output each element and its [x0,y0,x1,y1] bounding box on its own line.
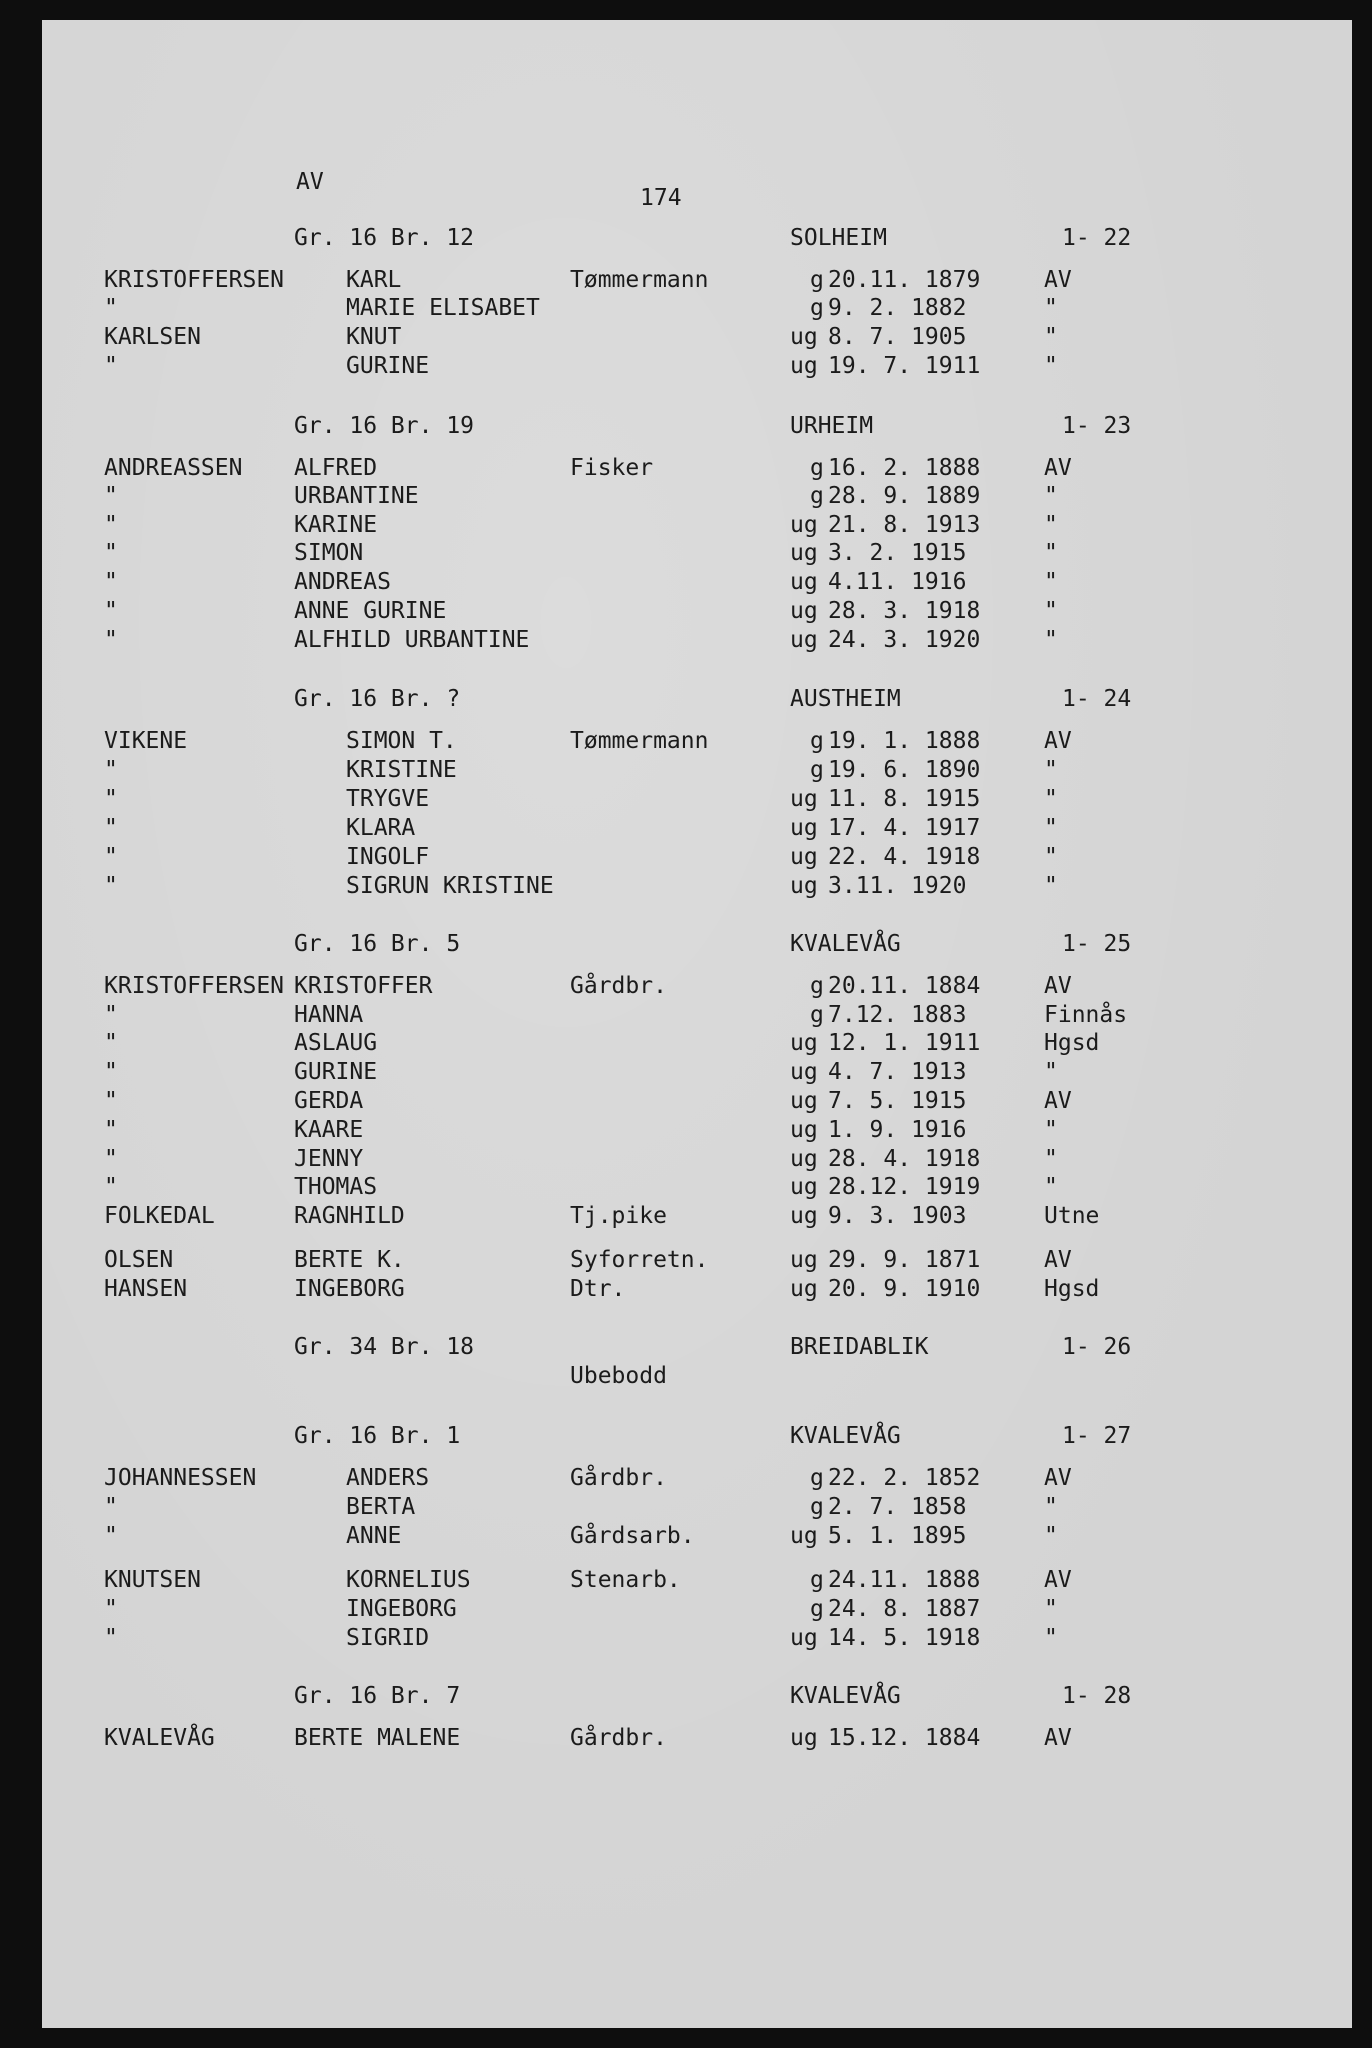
gr-br-label: Gr. 16 Br. ? [294,686,461,712]
person-occupation: Tømmermann [570,728,709,754]
person-birthplace: Utne [1044,1203,1100,1229]
person-birth-date: 7.12. 1883 [828,1002,967,1028]
farm-name: KVALEVÅG [790,1683,901,1709]
person-surname: KRISTOFFERSEN [104,267,285,293]
person-surname: " [104,1523,118,1549]
person-occupation: Gårdsarb. [570,1523,695,1549]
person-surname: " [104,353,118,379]
person-marital-status: ug [790,324,818,350]
person-birth-date: 22. 2. 1852 [828,1465,981,1491]
person-marital-status: ug [790,1059,818,1085]
person-birthplace: " [1044,1494,1058,1520]
person-marital-status: g [810,757,824,783]
person-birthplace: " [1044,844,1058,870]
person-marital-status: ug [790,786,818,812]
person-birthplace: " [1044,1146,1058,1172]
person-birth-date: 24. 8. 1887 [828,1596,981,1622]
person-given-name: KRISTINE [346,757,457,783]
person-given-name: INGEBORG [346,1596,457,1622]
household-note: Ubebodd [570,1363,667,1389]
gr-br-label: Gr. 16 Br. 12 [294,225,475,251]
person-surname: " [104,598,118,624]
person-occupation: Fisker [570,455,654,481]
person-given-name: KNUT [346,324,402,350]
person-birth-date: 19. 7. 1911 [828,353,981,379]
person-birthplace: " [1044,1117,1058,1143]
person-birthplace: AV [1044,1247,1072,1273]
person-birth-date: 1. 9. 1916 [828,1117,967,1143]
person-surname: " [104,1146,118,1172]
person-birthplace: " [1044,324,1058,350]
person-surname: " [104,540,118,566]
person-birth-date: 24. 3. 1920 [828,627,981,653]
farm-name: KVALEVÅG [790,1423,901,1449]
household-number: 1- 28 [1062,1683,1132,1709]
person-given-name: KRISTOFFER [294,973,433,999]
person-given-name: ANNE [346,1523,402,1549]
person-birthplace: " [1044,815,1058,841]
person-marital-status: g [810,267,824,293]
person-marital-status: ug [790,1203,818,1229]
person-surname: " [104,295,118,321]
person-birthplace: AV [1044,1567,1072,1593]
gr-br-label: Gr. 16 Br. 5 [294,931,461,957]
person-surname: " [104,844,118,870]
person-birthplace: AV [1044,728,1072,754]
person-birthplace: " [1044,873,1058,899]
person-given-name: URBANTINE [294,483,419,509]
farm-name: URHEIM [790,413,874,439]
person-given-name: ANDREAS [294,569,391,595]
person-surname: " [104,1059,118,1085]
person-given-name: HANNA [294,1002,364,1028]
person-birth-date: 16. 2. 1888 [828,455,981,481]
person-surname: " [104,757,118,783]
person-marital-status: g [810,1494,824,1520]
person-surname: " [104,1002,118,1028]
person-birthplace: AV [1044,1465,1072,1491]
person-given-name: TRYGVE [346,786,430,812]
person-birthplace: " [1044,627,1058,653]
gr-br-label: Gr. 34 Br. 18 [294,1334,475,1360]
household-number: 1- 25 [1062,931,1132,957]
person-marital-status: g [810,483,824,509]
gr-br-label: Gr. 16 Br. 7 [294,1683,461,1709]
person-marital-status: ug [790,569,818,595]
person-marital-status: ug [790,1174,818,1200]
person-marital-status: ug [790,627,818,653]
person-birth-date: 9. 3. 1903 [828,1203,967,1229]
person-marital-status: ug [790,1247,818,1273]
person-birthplace: AV [1044,455,1072,481]
person-given-name: ALFRED [294,455,378,481]
person-birth-date: 21. 8. 1913 [828,512,981,538]
person-birthplace: " [1044,1059,1058,1085]
person-occupation: Syforretn. [570,1247,709,1273]
person-birth-date: 24.11. 1888 [828,1567,981,1593]
person-occupation: Tj.pike [570,1203,667,1229]
person-surname: KNUTSEN [104,1567,201,1593]
person-birthplace: Hgsd [1044,1030,1100,1056]
person-birthplace: " [1044,540,1058,566]
person-given-name: KARINE [294,512,378,538]
person-marital-status: ug [790,1625,818,1651]
person-given-name: THOMAS [294,1174,378,1200]
person-occupation: Dtr. [570,1276,626,1302]
farm-name: AUSTHEIM [790,686,901,712]
person-birthplace: " [1044,1596,1058,1622]
person-surname: ANDREASSEN [104,455,243,481]
person-given-name: SIGRID [346,1625,430,1651]
household-number: 1- 27 [1062,1423,1132,1449]
person-birthplace: AV [1044,973,1072,999]
person-surname: " [104,483,118,509]
household-number: 1- 26 [1062,1334,1132,1360]
person-given-name: ASLAUG [294,1030,378,1056]
person-surname: " [104,1625,118,1651]
person-birthplace: " [1044,1625,1058,1651]
person-given-name: KORNELIUS [346,1567,471,1593]
corner-mark: AV [296,169,324,195]
person-marital-status: g [810,728,824,754]
person-birthplace: AV [1044,1725,1072,1751]
person-marital-status: g [810,1002,824,1028]
person-surname: " [104,1174,118,1200]
person-marital-status: ug [790,844,818,870]
page-number: 174 [640,185,682,211]
person-given-name: SIMON T. [346,728,457,754]
person-surname: " [104,786,118,812]
person-marital-status: g [810,973,824,999]
person-given-name: INGOLF [346,844,430,870]
person-given-name: RAGNHILD [294,1203,405,1229]
farm-name: SOLHEIM [790,225,887,251]
person-birth-date: 22. 4. 1918 [828,844,981,870]
household-number: 1- 23 [1062,413,1132,439]
person-birth-date: 28. 9. 1889 [828,483,981,509]
person-birthplace: Hgsd [1044,1276,1100,1302]
person-given-name: MARIE ELISABET [346,295,540,321]
household-number: 1- 22 [1062,225,1132,251]
person-birthplace: " [1044,757,1058,783]
person-marital-status: ug [790,1725,818,1751]
person-marital-status: ug [790,540,818,566]
person-surname: " [104,815,118,841]
person-marital-status: g [810,1465,824,1491]
person-birth-date: 4. 7. 1913 [828,1059,967,1085]
person-marital-status: ug [790,598,818,624]
person-marital-status: g [810,1596,824,1622]
person-birthplace: " [1044,353,1058,379]
person-given-name: GURINE [346,353,430,379]
person-birth-date: 9. 2. 1882 [828,295,967,321]
person-surname: " [104,569,118,595]
person-birth-date: 28. 3. 1918 [828,598,981,624]
person-surname: VIKENE [104,728,188,754]
person-marital-status: ug [790,1146,818,1172]
person-surname: " [104,1088,118,1114]
person-given-name: INGEBORG [294,1276,405,1302]
person-surname: " [104,1596,118,1622]
person-given-name: GERDA [294,1088,364,1114]
person-occupation: Gårdbr. [570,1725,667,1751]
person-surname: HANSEN [104,1276,188,1302]
person-birthplace: " [1044,598,1058,624]
person-birthplace: AV [1044,1088,1072,1114]
person-given-name: KARL [346,267,402,293]
gr-br-label: Gr. 16 Br. 19 [294,413,475,439]
person-given-name: JENNY [294,1146,364,1172]
person-marital-status: g [810,1567,824,1593]
person-marital-status: g [810,455,824,481]
person-birth-date: 7. 5. 1915 [828,1088,967,1114]
person-birth-date: 4.11. 1916 [828,569,967,595]
person-birth-date: 29. 9. 1871 [828,1247,981,1273]
person-surname: " [104,873,118,899]
person-occupation: Gårdbr. [570,973,667,999]
farm-name: KVALEVÅG [790,931,901,957]
person-marital-status: ug [790,873,818,899]
person-occupation: Gårdbr. [570,1465,667,1491]
person-occupation: Tømmermann [570,267,709,293]
person-birth-date: 2. 7. 1858 [828,1494,967,1520]
person-birthplace: " [1044,512,1058,538]
person-given-name: GURINE [294,1059,378,1085]
person-birth-date: 11. 8. 1915 [828,786,981,812]
person-birthplace: Finnås [1044,1002,1128,1028]
person-surname: " [104,1030,118,1056]
person-given-name: KAARE [294,1117,364,1143]
person-given-name: ANDERS [346,1465,430,1491]
person-marital-status: ug [790,353,818,379]
person-birth-date: 12. 1. 1911 [828,1030,981,1056]
person-birth-date: 8. 7. 1905 [828,324,967,350]
person-given-name: BERTE MALENE [294,1725,461,1751]
person-birth-date: 19. 6. 1890 [828,757,981,783]
person-birth-date: 20.11. 1879 [828,267,981,293]
person-birth-date: 14. 5. 1918 [828,1625,981,1651]
person-birth-date: 20.11. 1884 [828,973,981,999]
person-birthplace: " [1044,786,1058,812]
person-surname: " [104,627,118,653]
farm-name: BREIDABLIK [790,1334,929,1360]
person-birth-date: 3. 2. 1915 [828,540,967,566]
person-birth-date: 15.12. 1884 [828,1725,981,1751]
person-birthplace: " [1044,483,1058,509]
person-given-name: ANNE GURINE [294,598,447,624]
gr-br-label: Gr. 16 Br. 1 [294,1423,461,1449]
person-birthplace: " [1044,1174,1058,1200]
person-birth-date: 5. 1. 1895 [828,1523,967,1549]
person-surname: " [104,512,118,538]
person-given-name: ALFHILD URBANTINE [294,627,530,653]
person-birthplace: " [1044,1523,1058,1549]
person-surname: " [104,1494,118,1520]
person-marital-status: ug [790,1030,818,1056]
person-surname: JOHANNESSEN [104,1465,257,1491]
person-birth-date: 20. 9. 1910 [828,1276,981,1302]
person-birthplace: " [1044,569,1058,595]
person-marital-status: ug [790,512,818,538]
household-number: 1- 24 [1062,686,1132,712]
person-birth-date: 3.11. 1920 [828,873,967,899]
person-birth-date: 28. 4. 1918 [828,1146,981,1172]
person-marital-status: ug [790,1276,818,1302]
person-given-name: SIGRUN KRISTINE [346,873,554,899]
person-marital-status: ug [790,1088,818,1114]
person-marital-status: ug [790,1117,818,1143]
person-surname: " [104,1117,118,1143]
person-surname: KRISTOFFERSEN [104,973,285,999]
person-marital-status: ug [790,1523,818,1549]
person-given-name: BERTE K. [294,1247,405,1273]
person-given-name: KLARA [346,815,416,841]
person-given-name: SIMON [294,540,364,566]
person-surname: OLSEN [104,1247,174,1273]
person-given-name: BERTA [346,1494,416,1520]
person-birthplace: " [1044,295,1058,321]
person-birth-date: 19. 1. 1888 [828,728,981,754]
person-marital-status: ug [790,815,818,841]
person-birth-date: 17. 4. 1917 [828,815,981,841]
person-surname: KVALEVÅG [104,1725,215,1751]
person-marital-status: g [810,295,824,321]
person-birth-date: 28.12. 1919 [828,1174,981,1200]
person-surname: KARLSEN [104,324,201,350]
person-birthplace: AV [1044,267,1072,293]
person-occupation: Stenarb. [570,1567,681,1593]
person-surname: FOLKEDAL [104,1203,215,1229]
